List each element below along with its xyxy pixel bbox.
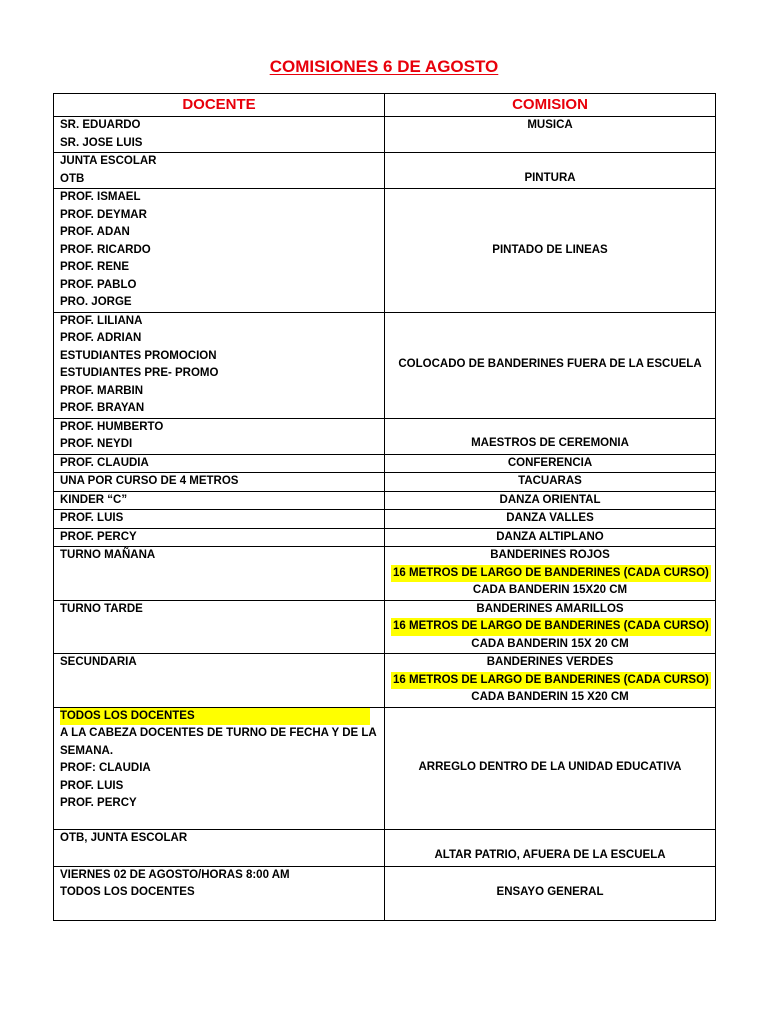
comision-line: BANDERINES VERDES [486, 656, 614, 668]
docente-line: PROF. ADRIAN [60, 332, 142, 344]
docente-line: PROF. LUIS [60, 779, 124, 792]
comision-line: ENSAYO GENERAL [496, 886, 604, 899]
docente-cell [54, 454, 385, 473]
comision-line: PINTURA [524, 171, 576, 184]
comision-cell [385, 829, 716, 866]
comision-cell [385, 189, 716, 313]
comision-cell [385, 707, 716, 829]
table-row [54, 547, 716, 601]
docente-line: A LA CABEZA DOCENTES DE TURNO DE FECHA Y DE LA SEMANA. [60, 727, 377, 757]
comision-cell [385, 473, 716, 492]
docente-cell [54, 829, 385, 866]
docente-cell [54, 491, 385, 510]
header-docente: DOCENTE [54, 94, 385, 117]
docente-line: PROF. ISMAEL [60, 191, 141, 203]
docente-line: ESTUDIANTES PROMOCION [60, 349, 217, 362]
comision-line: DANZA ORIENTAL [499, 493, 601, 506]
comision-line: TACUARAS [518, 475, 582, 487]
docente-line: PROF. PERCY [60, 530, 137, 543]
table-row [54, 866, 716, 920]
table-row [54, 189, 716, 313]
docente-cell [54, 418, 385, 454]
comision-line: COLOCADO DE BANDERINES FUERA DE LA ESCUELA [398, 358, 702, 371]
docente-cell [54, 473, 385, 492]
comision-line: CADA BANDERIN 15X 20 CM [471, 637, 629, 650]
comision-line: CADA BANDERIN 15 X20 CM [471, 691, 629, 703]
docente-line: SECUNDARIA [60, 656, 137, 668]
comision-line: BANDERINES ROJOS [490, 549, 610, 561]
comision-line: BANDERINES AMARILLOS [476, 602, 624, 615]
comision-cell [385, 547, 716, 601]
docente-cell [54, 510, 385, 529]
docente-cell [54, 654, 385, 708]
table-row [54, 473, 716, 492]
docente-line: PROF. RICARDO [60, 243, 151, 256]
comision-cell [385, 528, 716, 547]
docente-line: PROF. RENE [60, 261, 130, 273]
docente-cell [54, 117, 385, 153]
comision-cell [385, 312, 716, 418]
docente-line: TURNO TARDE [60, 602, 143, 615]
docente-line-highlight: TODOS LOS DOCENTES [60, 708, 370, 726]
table-row [54, 510, 716, 529]
docente-line: PROF. ADAN [60, 226, 130, 238]
docente-line: PROF. PABLO [60, 278, 137, 291]
docente-line: VIERNES 02 DE AGOSTO/HORAS 8:00 AM [60, 868, 290, 881]
docente-line: SR. JOSE LUIS [60, 136, 143, 149]
table-row [54, 528, 716, 547]
docente-cell [54, 866, 385, 920]
comision-line: DANZA ALTIPLANO [496, 530, 604, 543]
comision-line: MAESTROS DE CEREMONIA [471, 437, 629, 449]
comision-cell [385, 866, 716, 920]
docente-line: JUNTA ESCOLAR [60, 155, 157, 167]
docente-cell [54, 707, 385, 829]
docente-line: KINDER “C” [60, 493, 128, 506]
docente-cell [54, 153, 385, 189]
header-row [54, 94, 716, 117]
comision-cell [385, 491, 716, 510]
table-row [54, 829, 716, 866]
highlight-text: 16 METROS DE LARGO DE BANDERINES (CADA CURSO) [391, 565, 711, 583]
table-row [54, 153, 716, 189]
comision-line: ALTAR PATRIO, AFUERA DE LA ESCUELA [434, 849, 666, 861]
table-row [54, 600, 716, 654]
highlight-text: 16 METROS DE LARGO DE BANDERINES (CADA CURSO) [391, 672, 711, 690]
table-row [54, 454, 716, 473]
docente-line: PRO. JORGE [60, 296, 132, 308]
comision-cell [385, 654, 716, 708]
docente-line: PROF: CLAUDIA [60, 762, 151, 774]
commissions-table [53, 93, 716, 921]
comision-line-highlight [391, 565, 709, 583]
table-row [54, 418, 716, 454]
comision-line: CADA BANDERIN 15X20 CM [472, 584, 628, 596]
table-row [54, 312, 716, 418]
docente-line: TURNO MAÑANA [60, 549, 156, 561]
comision-line: PINTADO DE LINEAS [492, 243, 608, 256]
highlight-text: 16 METROS DE LARGO DE BANDERINES (CADA CURSO) [391, 618, 711, 636]
docente-cell [54, 189, 385, 313]
docente-line: OTB, JUNTA ESCOLAR [60, 831, 188, 844]
table-row [54, 117, 716, 153]
comision-cell [385, 510, 716, 529]
docente-line: PROF. CLAUDIA [60, 456, 149, 469]
comision-line: MUSICA [527, 119, 573, 131]
docente-cell [54, 312, 385, 418]
comision-cell [385, 117, 716, 153]
comision-line-highlight [391, 672, 709, 690]
docente-line: PROF. LUIS [60, 512, 124, 524]
table-row [54, 654, 716, 708]
docente-cell [54, 600, 385, 654]
docente-cell [54, 547, 385, 601]
docente-line: PROF. LILIANA [60, 314, 143, 327]
docente-line: PROF. BRAYAN [60, 402, 145, 414]
docente-cell [54, 528, 385, 547]
page-title: COMISIONES 6 DE AGOSTO [269, 57, 499, 76]
comision-cell [385, 600, 716, 654]
comision-cell [385, 418, 716, 454]
comision-cell [385, 454, 716, 473]
comision-line: CONFERENCIA [507, 456, 593, 469]
docente-line: OTB [60, 172, 85, 185]
docente-line: UNA POR CURSO DE 4 METROS [60, 475, 239, 487]
comision-cell [385, 153, 716, 189]
comision-line: ARREGLO DENTRO DE LA UNIDAD EDUCATIVA [418, 761, 682, 774]
comision-line-highlight [391, 618, 709, 636]
docente-line: ESTUDIANTES PRE- PROMO [60, 367, 219, 379]
table-row [54, 707, 716, 829]
comision-line: DANZA VALLES [506, 512, 594, 524]
docente-line: PROF. PERCY [60, 797, 137, 809]
docente-line: SR. EDUARDO [60, 119, 141, 131]
docente-line: PROF. DEYMAR [60, 208, 147, 221]
docente-line: TODOS LOS DOCENTES [60, 886, 195, 898]
docente-line: PROF. HUMBERTO [60, 420, 164, 433]
header-comision: COMISION [385, 94, 716, 117]
docente-line: PROF. NEYDI [60, 438, 133, 450]
table-row [54, 491, 716, 510]
docente-line: PROF. MARBIN [60, 384, 144, 397]
